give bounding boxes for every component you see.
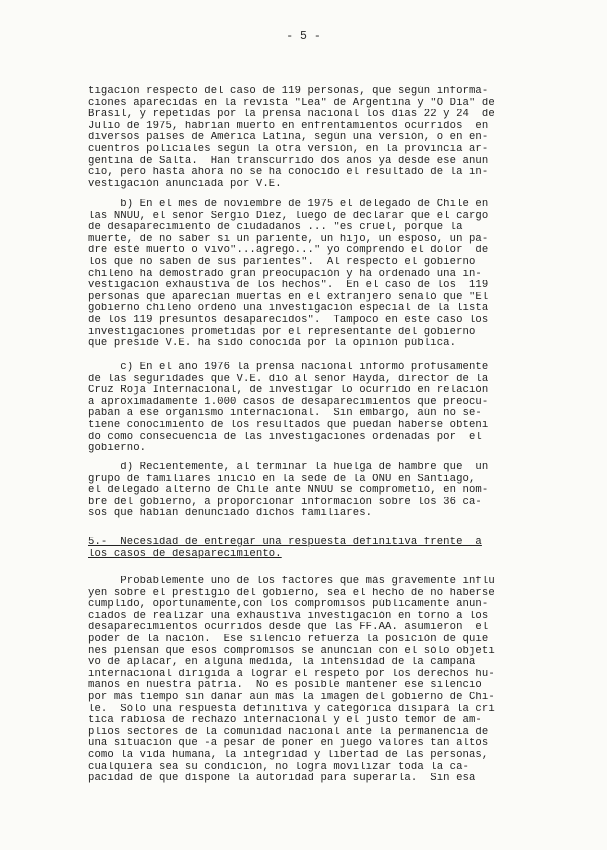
text-line: Probablemente uno de los factores que más gravemente influ bbox=[88, 576, 495, 587]
paragraph-continuation bbox=[88, 86, 528, 190]
text-line: do como consecuencia de las investigaciones ordenadas por el bbox=[88, 431, 482, 443]
text-line: investigaciones prometidas por el representante del gobierno bbox=[88, 326, 476, 338]
text-line: de los 119 presuntos desaparecidos". Tampoco en este caso los bbox=[88, 314, 489, 326]
text-line: b) En el mes de noviembre de 1975 el delegado de Chile en bbox=[88, 199, 489, 210]
paragraph-c bbox=[88, 362, 528, 455]
text-line: Cruz Roja Internacional, de investigar lo ocurrido en relación bbox=[88, 385, 489, 397]
text-line: el delegado alterno de Chile ante NNUU se comprometió, en nom- bbox=[88, 485, 489, 497]
text-line: cumplido, oportunamente,con los compromisos públicamente anun- bbox=[88, 599, 489, 611]
text-line: gobierno. bbox=[88, 443, 147, 455]
text-line: tica rabiosa de rechazo internacional y el justo temor de am- bbox=[88, 715, 482, 727]
text-line: internacional dirigida a lograr el respeto por los derechos hu- bbox=[88, 668, 495, 680]
text-line: una situación que -a pesar de poner en juego valores tan altos bbox=[88, 738, 489, 750]
text-line: ciones aparecidas en la revista "Lea" de Argentina y "O Día" de bbox=[88, 97, 495, 109]
text-line: vo de aplacar, en alguna medida, la intensidad de la campaña bbox=[88, 657, 476, 669]
page-number: - 5 - bbox=[286, 30, 321, 43]
text-line: c) En el año 1976 la prensa nacional informó profusamente bbox=[88, 362, 489, 373]
text-line: personas que aparecían muertas en el extranjero señaló que "El bbox=[88, 291, 489, 303]
text-line: paban a ese organismo internacional. Sin embargo, aún no se- bbox=[88, 408, 482, 420]
text-line: los que no saben de sus parientes". Al respecto el gobierno bbox=[88, 256, 476, 268]
text-line: grupo de familiares inició en la sede de la ONU en Santiago, bbox=[88, 473, 476, 485]
text-line: yen sobre el prestigio del gobierno, sea el hecho de no haberse bbox=[88, 587, 495, 599]
text-line: d) Recientemente, al terminar la huelga de hambre que un bbox=[88, 462, 489, 473]
section-heading bbox=[88, 537, 528, 560]
text-line: chileno ha demostrado gran preocupación y ha ordenado una in- bbox=[88, 268, 482, 280]
paragraph-b bbox=[88, 199, 528, 350]
text-line: a aproximadamente 1.000 casos de desaparecimientos que preocu- bbox=[88, 396, 489, 408]
text-line: diversos países de América Latina, según una versión, o en en- bbox=[88, 132, 489, 144]
text-line: poder de la nación. Ese silencio refuerza la posición de quie bbox=[88, 633, 489, 645]
text-line: pacidad de que dispone la autoridad para superarla. Sin esa bbox=[88, 773, 476, 785]
text-line: cualquiera sea su condición, no logra movilizar toda la ca- bbox=[88, 761, 469, 773]
text-line: tiene conocimiento de los resultados que puedan haberse obteni bbox=[88, 419, 489, 431]
text-line: vestigación exhaustiva de los hechos". En el caso de los 119 bbox=[88, 280, 489, 292]
text-line: que preside V.E. ha sido conocida por la opinión pública. bbox=[88, 338, 457, 350]
paragraph-final bbox=[88, 576, 528, 785]
text-line: Julio de 1975, habrían muerto en enfrentamientos ocurridos en bbox=[88, 120, 489, 132]
text-line: por más tiempo sin dañar aún más la imagen del gobierno de Chi- bbox=[88, 691, 495, 703]
text-line: cuentros policiales según la otra versión, en la provincia ar- bbox=[88, 143, 489, 155]
text-line: muerte, de no saber si un pariente, un hijo, un esposo, un pa- bbox=[88, 233, 489, 245]
text-line: sos que habían denunciado dichos familiares. bbox=[88, 508, 373, 520]
text-line: bre del gobierno, a proporcionar información sobre los 36 ca- bbox=[88, 496, 482, 508]
text-line: de las seguridades que V.E. dió al señor Hayda, director de la bbox=[88, 373, 489, 385]
text-line: ciados de realizar una exhaustiva investigación en torno a los bbox=[88, 610, 489, 622]
text-line: vestigación anunciada por V.E. bbox=[88, 178, 282, 190]
text-line: Brasil, y repetidas por la prensa nacional los días 22 y 24 de bbox=[88, 109, 495, 121]
text-line: manos en nuestra patria. No es posible mantener ese silencio bbox=[88, 680, 482, 692]
text-line: gobierno chileno ordenó una investigación especial de la lista bbox=[88, 303, 489, 315]
text-line: cio, pero hasta ahora no se ha conocido el resultado de la in- bbox=[88, 167, 489, 179]
text-line: desaparecimientos ocurridos desde que las FF.AA. asumieron el bbox=[88, 622, 489, 634]
text-line: nes piensan que esos compromisos se anuncian con el sólo objeti bbox=[88, 645, 495, 657]
text-line: le. Sólo una respuesta definitiva y categórica disipará la crí bbox=[88, 703, 495, 715]
text-line: las NNUU, el señor Sergio Díez, luego de declarar que el cargo bbox=[88, 210, 489, 222]
text-line: de desaparecimiento de ciudadanos ... "es cruel, porque la bbox=[88, 222, 463, 234]
text-line: plios sectores de la comunidad nacional ante la permanencia de bbox=[88, 726, 489, 738]
text-line: como la vida humana, la integridad y libertad de las personas, bbox=[88, 749, 489, 761]
paragraph-d bbox=[88, 462, 528, 520]
text-line: tigación respecto del caso de 119 personas, que según informa- bbox=[88, 86, 489, 97]
text-line: gentina de Salta. Han transcurrido dos años ya desde ese anun bbox=[88, 155, 489, 167]
text-line: dre esté muerto o vivo"...agregó..." yo comprendo el dolor de bbox=[88, 245, 489, 257]
section-title-line: los casos de desaparecimiento. bbox=[88, 548, 282, 560]
section-title-line: 5.- Necesidad de entregar una respuesta definitiva frente a bbox=[88, 537, 482, 548]
